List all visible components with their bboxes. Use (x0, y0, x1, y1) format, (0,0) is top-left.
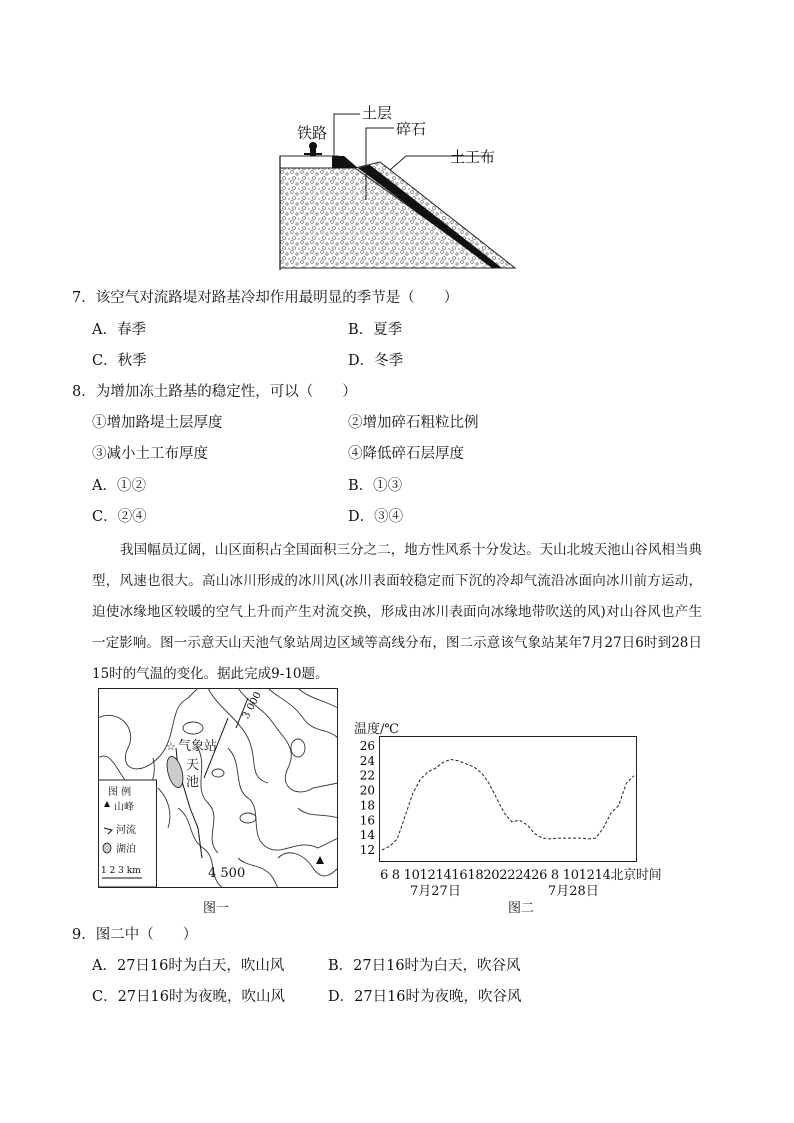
chart-xtick-labels: 6 8 101214161820222426 8 101214北京时间 (380, 868, 662, 883)
y-tick-label: 26 (359, 739, 375, 753)
contour-map (98, 688, 338, 888)
legend-river: 河流 (116, 825, 136, 836)
label-soil-layer: 土层 (362, 104, 393, 122)
q7-option-b[interactable]: B．夏季 (348, 322, 403, 338)
question-8-stem: 8．为增加冻土路基的稳定性，可以（ ） (72, 384, 357, 400)
q8-option-c[interactable]: C．②④ (92, 509, 147, 525)
chart-date-1: 7月27日 (410, 884, 461, 899)
label-geotextile: 土工布 (450, 148, 496, 166)
embankment-figure (270, 100, 530, 275)
y-tick-label: 22 (359, 768, 375, 783)
figure-1-caption: 图一 (203, 901, 230, 916)
q8-option-d[interactable]: D．③④ (348, 509, 404, 525)
q9-option-d[interactable]: D．27日16时为夜晚，吹谷风 (328, 989, 522, 1005)
q7-option-d[interactable]: D．冬季 (348, 353, 404, 369)
legend-peak: 山峰 (114, 802, 134, 813)
legend-scale: 1 2 3 km (101, 866, 141, 876)
q9-option-c[interactable]: C．27日16时为夜晚，吹山风 (92, 989, 285, 1005)
chart-frame (380, 737, 637, 862)
question-9-stem: 9．图二中（ ） (72, 927, 198, 943)
passage-text: 我国幅员辽阔，山区面积占全国面积三分之二，地方性风系十分发达。天山北坡天池山谷风相当典型，风速也很大。高山冰川形成的冰川风(冰川表面较稳定而下沉的冷却气流沿冰面向冰川前方运动，迫使冰缘地区较暖的空气上升而产生对流交换，形成由冰川表面向冰缘地带吹送的风)对山谷风也产生一定影响。图一示意天山天池气象站周边区域等高线分布，图二示意该气象站某年7月27日6时到28日15时的气温的变化。据此完成9-10题。 (92, 542, 702, 682)
figure-2-caption: 图二 (508, 901, 535, 916)
q8-option-b[interactable]: B．①③ (348, 478, 403, 494)
question-7-stem: 7．该空气对流路堤对路基冷却作用最明显的季节是（ ） (72, 290, 459, 306)
label-gravel: 碎石 (396, 120, 427, 138)
station-label: 气象站 (178, 739, 218, 754)
temperature-series-line (382, 759, 634, 850)
station-star-icon: ☆ (166, 740, 176, 753)
chart-ylabel: 温度/℃ (354, 722, 399, 737)
y-tick-label: 18 (359, 798, 375, 813)
contour-map-svg (98, 688, 338, 888)
temperature-chart (350, 716, 700, 899)
q8-statement-4: ④降低碎石层厚度 (348, 446, 464, 462)
q8-option-a[interactable]: A．①② (92, 478, 146, 494)
y-tick-label: 14 (359, 828, 375, 843)
y-tick-label: 24 (359, 753, 375, 768)
reading-passage (92, 535, 702, 690)
y-tick-label: 16 (359, 813, 375, 828)
lake-label-1: 天 (186, 758, 200, 773)
q8-statement-3: ③减小土工布厚度 (92, 446, 208, 462)
contour-label-3000: 3 000 (240, 690, 264, 721)
q9-option-b[interactable]: B．27日16时为白天，吹谷风 (328, 958, 521, 974)
label-railway: 铁路 (297, 124, 328, 142)
y-tick-label: 20 (359, 783, 375, 798)
contour-label-4500: 4 500 (208, 866, 246, 881)
y-tick-label: 12 (359, 843, 375, 857)
chart-date-2: 7月28日 (548, 884, 599, 899)
q7-option-a[interactable]: A．春季 (92, 322, 146, 338)
q9-option-a[interactable]: A．27日16时为白天，吹山风 (92, 958, 285, 974)
legend-title: 图 例 (108, 787, 132, 798)
q8-statement-2: ②增加碎石粗粒比例 (348, 415, 479, 431)
q7-option-c[interactable]: C．秋季 (92, 353, 147, 369)
q8-statement-1: ①增加路堤土层厚度 (92, 415, 223, 431)
legend-lake: 湖泊 (116, 844, 136, 855)
lake-label-2: 池 (186, 775, 200, 790)
